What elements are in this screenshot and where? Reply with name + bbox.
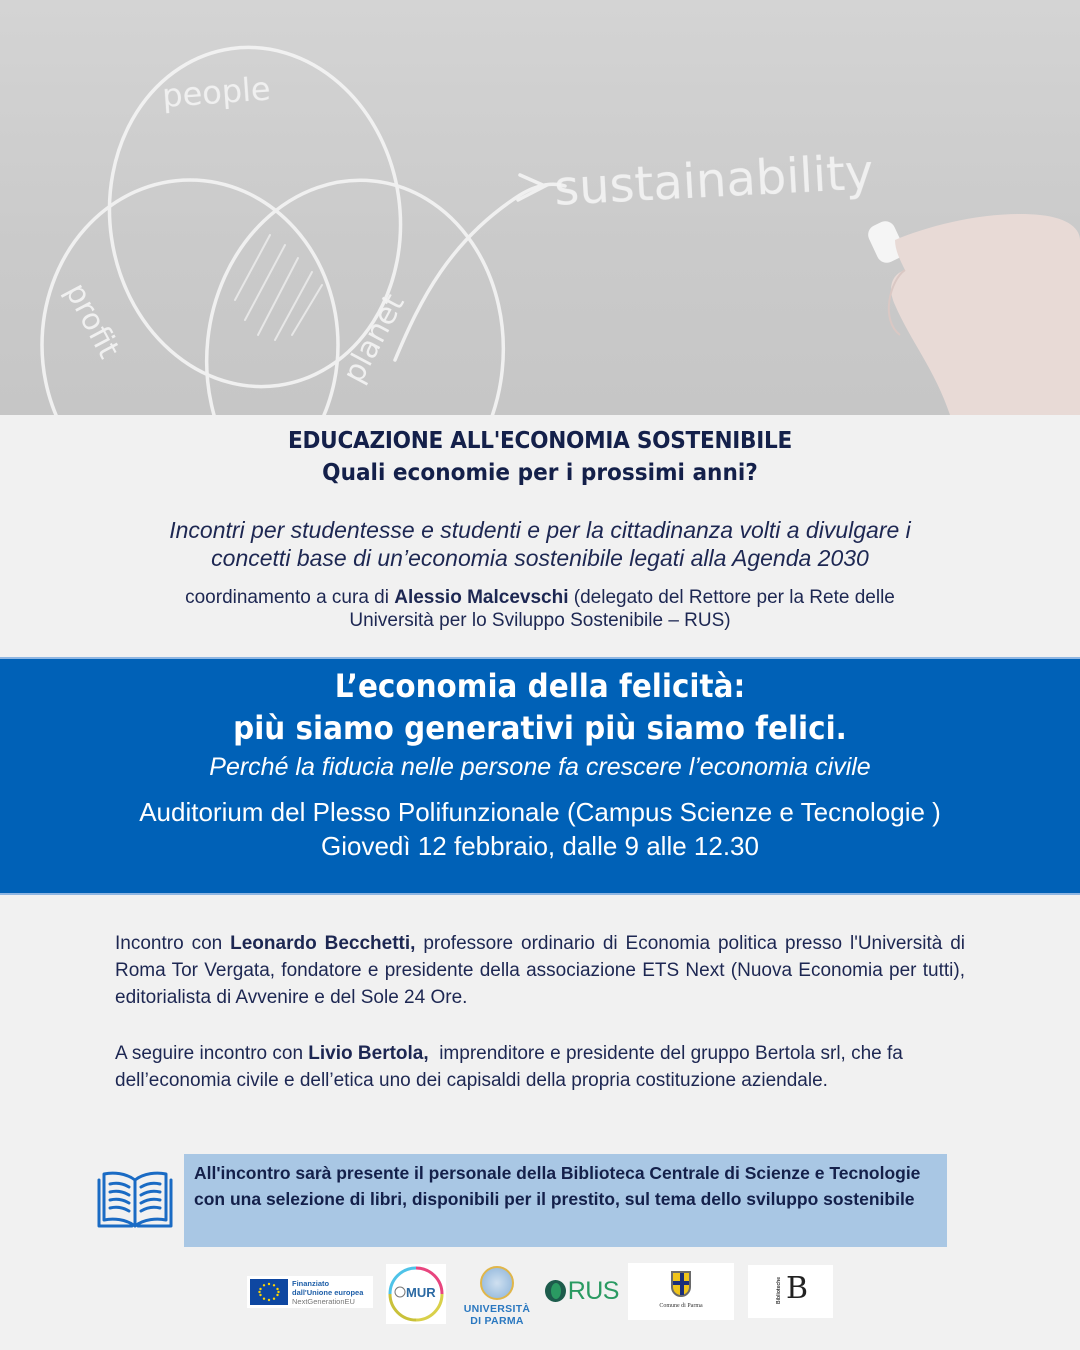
event-title-line-1: L’economia della felicità: [334, 667, 746, 705]
rus-logo [545, 1276, 619, 1306]
eu-nextgen-logo [247, 1276, 373, 1308]
unipr-line-2: DI PARMA [470, 1315, 524, 1327]
coordination-suffix: (delegato del Rettore per la Rete delle [568, 587, 895, 608]
coordination-line-2: Università per lo Sviluppo Sostenibile – RUS) [349, 610, 731, 631]
event-title-line-2: più siamo generativi più siamo felici. [233, 709, 847, 747]
eu-line-2: dall'Unione europea [292, 1287, 364, 1297]
event-datetime: Giovedì 12 febbraio, dalle 9 alle 12.30 [321, 831, 759, 861]
event-details [0, 795, 1080, 863]
unipr-line-1: UNIVERSITÀ [463, 1303, 531, 1315]
comune-label: Comune di Parma [659, 1303, 703, 1309]
speaker-2-name: Livio Bertola, [308, 1043, 429, 1064]
open-book-icon [96, 1168, 174, 1232]
header [0, 425, 1080, 489]
speaker-paragraph-2 [115, 1040, 965, 1094]
mur-logo [386, 1264, 446, 1324]
comune-di-parma-logo [628, 1263, 734, 1320]
event-banner [0, 657, 1080, 895]
speaker-1-description: professore ordinario di Economia politica presso l'Università di Roma Tor Vergata, fondatore e presidente della associazione ETS Next (Nuova Economia per tutti), editorialista di Avvenire e del Sole 24 Ore. [115, 933, 965, 1008]
coordinator-name: Alessio Malcevschi [394, 587, 569, 608]
biblioteche-label: Biblioteche [776, 1277, 782, 1304]
rus-label: RUS [567, 1276, 619, 1305]
series-subtitle: Quali economie per i prossimi anni? [322, 460, 758, 486]
word-sustainability: sustainability [552, 144, 875, 217]
biblioteche-logo [748, 1265, 833, 1318]
intro-text [90, 516, 990, 572]
event-title [43, 665, 1037, 749]
coordination-text [90, 586, 990, 632]
universita-di-parma-logo [452, 1266, 542, 1328]
event-venue: Auditorium del Plesso Polifunzionale (Campus Scienze e Tecnologie ) [139, 797, 941, 827]
hero-image [0, 0, 1080, 415]
coordination-line-1 [90, 586, 990, 609]
event-tagline: Perché la fiducia nelle persone fa crescere l’economia civile [209, 753, 871, 781]
speaker-1-name: Leonardo Becchetti, [230, 933, 416, 954]
biblioteche-b-mark: B [786, 1271, 809, 1306]
intersection-hatch [235, 235, 322, 340]
arrow-line [395, 184, 565, 360]
speaker-1-prefix: Incontro con [115, 933, 231, 954]
sponsor-logos [0, 1262, 1080, 1350]
intro-line-1: Incontri per studentesse e studenti e per la cittadinanza volti a divulgare i [169, 517, 911, 543]
series-title: EDUCAZIONE ALL'ECONOMIA SOSTENIBILE [288, 428, 792, 454]
eu-line-1: Finanziato [292, 1278, 330, 1288]
chalkboard-venn-illustration [0, 0, 1080, 415]
intro-line-2: concetti base di un’economia sostenibile legati alla Agenda 2030 [211, 545, 869, 571]
eu-flag-icon [250, 1279, 288, 1305]
leaf-icon [545, 1280, 566, 1302]
parma-crest-icon [671, 1271, 691, 1297]
speaker-2-prefix: A seguire incontro con [115, 1043, 309, 1064]
speaker-paragraph-1 [115, 930, 965, 1011]
coordination-prefix: coordinamento a cura di [185, 587, 395, 608]
mur-label: MUR [406, 1285, 436, 1300]
word-profit: profit [57, 277, 127, 365]
eu-line-3: NextGenerationEU [292, 1296, 355, 1306]
library-notice: All'incontro sarà presente il personale della Biblioteca Centrale di Scienze e Tecnologie con una selezione di libri, disponibili per il prestito, sul tema dello sviluppo sostenibile [184, 1154, 947, 1247]
word-planet: planet [336, 288, 412, 389]
university-seal-icon [480, 1266, 514, 1300]
speaker-2-description: imprenditore e presidente del gruppo Bertola srl, che fa dell’economia civile e dell’etica uno dei capisaldi della propria costituzione aziendale. [115, 1043, 909, 1091]
hand-with-chalk [865, 214, 1080, 415]
word-people: people [160, 69, 272, 115]
